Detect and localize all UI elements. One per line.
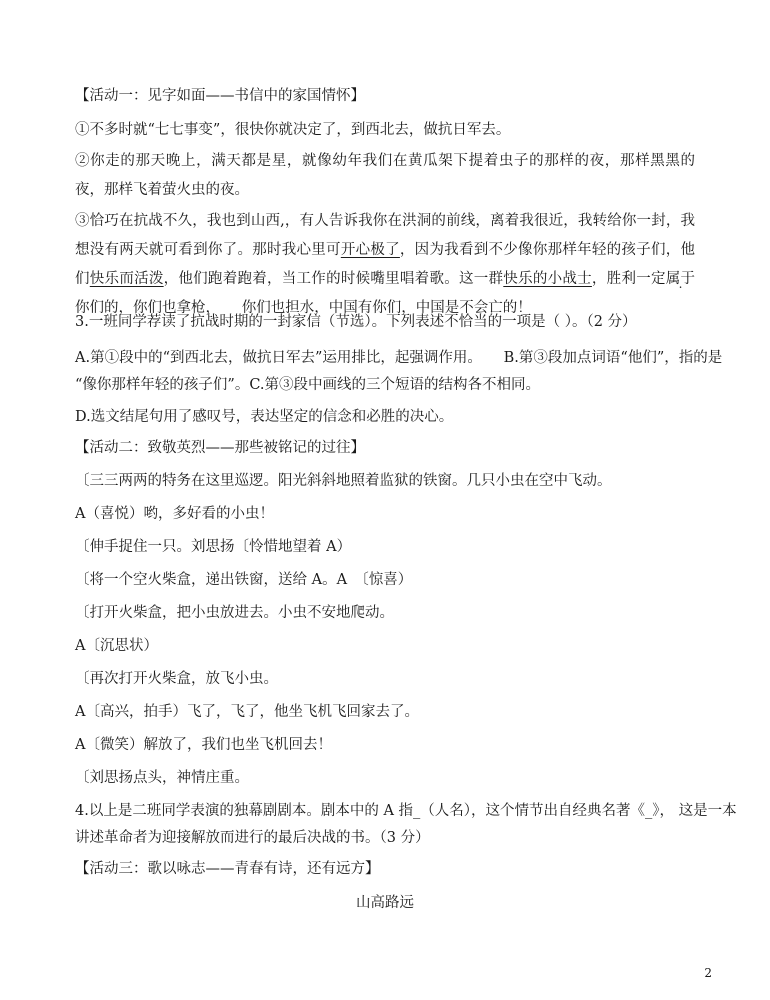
script-line: 〔打开火柴盒，把小虫放进去。小虫不安地爬动。 [75, 605, 394, 621]
p3-underlined-phrase-1: 开心极了 [340, 242, 400, 258]
script-line: A〔微笑）解放了，我们也坐飞机回去！ [75, 737, 332, 753]
script-line: 〔伸手捉住一只。刘思扬〔怜惜地望着 A） [75, 539, 352, 555]
poem-title: 山高路远 [356, 895, 414, 911]
p3-underlined-phrase-2: 快乐而活泼 [89, 271, 164, 287]
p3-dotted-word: 他们 [75, 242, 696, 287]
p3-underlined-phrase-3: 快乐的小战士 [503, 271, 592, 287]
script-line: A〔高兴，拍手）飞了，飞了，他坐飞机飞回家去了。 [75, 704, 419, 720]
activity3-heading: 【活动三：歌以咏志——青春有诗，还有远方】 [75, 861, 380, 877]
script-line: 〔三三两两的特务在这里巡逻。阳光斜斜地照着监狱的铁窗。几只小虫在空中飞动。 [75, 473, 612, 489]
script-line: 〔再次打开火柴盒，放飞小虫。 [75, 671, 278, 687]
activity1-paragraph-1: ①不多时就“七七事变”，很快你就决定了，到西北去，做抗日军去。 [75, 122, 511, 138]
activity1-heading: 【活动一：见字如面——书信中的家国情怀】 [75, 88, 365, 104]
p3-text-b: ，因为我看到不少像你那样年轻的孩子们， [399, 242, 681, 258]
question-3-stem: 3.一班同学荐读了抗战时期的一封家信（节选）。下列表述不恰当的一项是（ ）。（2 分） [75, 314, 637, 330]
script-line: A（喜悦）哟，多好看的小虫！ [75, 506, 274, 522]
page-number: 2 [704, 966, 712, 980]
p3-text-c: ，他们跑着跑着，当工作的时候嘴里唱着歌。这一群 [163, 271, 504, 287]
script-line: 〔刘思扬点头，神情庄重。 [75, 770, 249, 786]
question-3-option-d: D.选文结尾句用了感叹号，表达坚定的信念和必胜的决心。 [75, 409, 454, 425]
question-3-options-line-2: “像你那样年轻的孩子们”。C.第③段中画线的三个短语的结构各不相同。 [75, 377, 541, 393]
p3-text-d: ，胜利一定属于你们的，你们也拿枪， 你们也担水，中国有你们，中国是不会亡的！ [75, 271, 696, 316]
activity1-paragraph-3 [75, 207, 695, 323]
script-line: A〔沉思状） [75, 638, 158, 654]
script-line: 〔将一个空火柴盒，递出铁窗，送给 A。A 〔惊喜） [75, 572, 413, 588]
p3-text-a: ③恰巧在抗战不久，我也到山西,，有人告诉我你在洪洞的前线，离着我很近，我转给你一封，我想没有两天就可看到你了。那时我心里可 [75, 213, 695, 258]
question-3-options-line-1: A.第①段中的“到西北去，做抗日军去”运用排比，起强调作用。 B.第③段加点词语“他们”，指的是 [75, 350, 723, 366]
activity2-heading: 【活动二：致敬英烈——那些被铭记的过往】 [75, 440, 365, 456]
activity1-paragraph-2: ②你走的那天晚上，满天都是星，就像幼年我们在黄瓜架下提着虫子的那样的夜，那样黑黑的夜，那样飞着萤火虫的夜。 [75, 153, 695, 198]
question-4-line-2: 讲述革命者为迎接解放而进行的最后决战的书。（3 分） [75, 830, 430, 846]
question-4-line-1: 4.以上是二班同学表演的独幕剧剧本。剧本中的 A 指_（人名），这个情节出自经典名著《_》， 这是一本 [75, 803, 737, 819]
